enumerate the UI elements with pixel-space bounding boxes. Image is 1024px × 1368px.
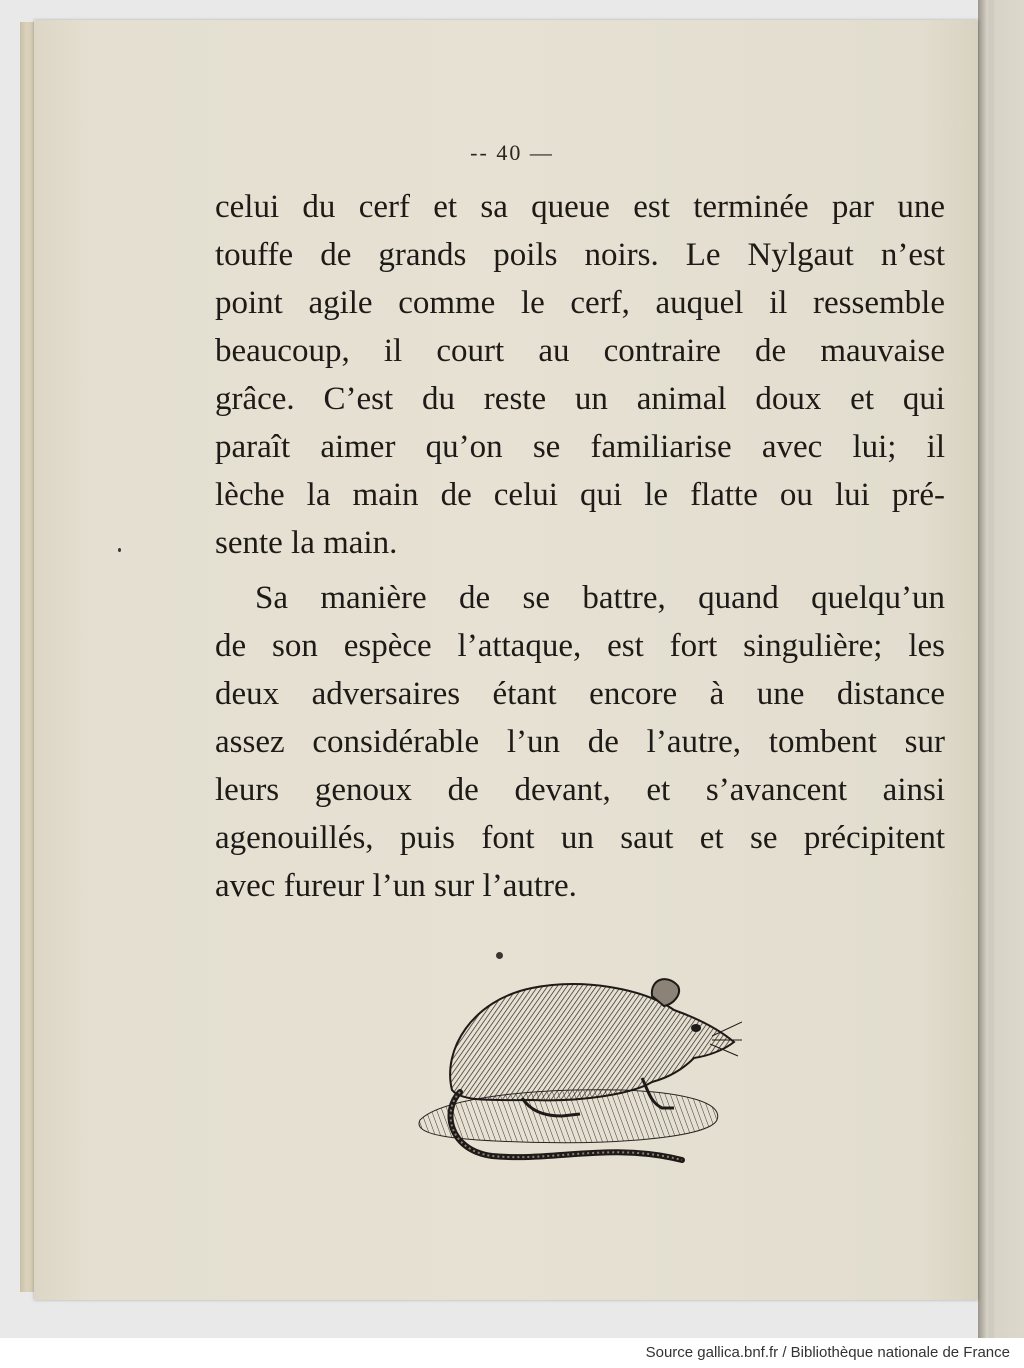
rat-engraving — [412, 970, 742, 1170]
adjacent-page — [978, 0, 1024, 1338]
text-line: lèche la main de celui qui le flatte ou lui pré- — [215, 477, 945, 513]
ink-speck — [118, 548, 121, 552]
text-line: de son espèce l’attaque, est fort singulière; les — [215, 628, 945, 664]
text-line: grâce. C’est du reste un animal doux et qui — [215, 381, 945, 417]
text-line: point agile comme le cerf, auquel il ressemble — [215, 285, 945, 321]
text-line: touffe de grands poils noirs. Le Nylgaut n’est — [215, 237, 945, 273]
adjacent-page-edge — [988, 0, 994, 1338]
text-line: beaucoup, il court au contraire de mauvaise — [215, 333, 945, 369]
text-line: agenouillés, puis font un saut et se précipitent — [215, 820, 945, 856]
text-line: Sa manière de se battre, quand quelqu’un — [255, 580, 945, 616]
text-line: paraît aimer qu’on se familiarise avec lui; il — [215, 429, 945, 465]
text-line: avec fureur l’un sur l’autre. — [215, 868, 577, 904]
ink-speck — [496, 952, 503, 959]
source-credit: Source gallica.bnf.fr / Bibliothèque nationale de France — [645, 1344, 1010, 1361]
text-line: leurs genoux de devant, et s’avancent ainsi — [215, 772, 945, 808]
page-number: -- 40 — — [470, 140, 554, 165]
page-text — [215, 183, 945, 910]
text-line: assez considérable l’un de l’autre, tombent sur — [215, 724, 945, 760]
text-line: sente la main. — [215, 525, 398, 561]
text-line: celui du cerf et sa queue est terminée par une — [215, 189, 945, 225]
text-line: deux adversaires étant encore à une distance — [215, 676, 945, 712]
